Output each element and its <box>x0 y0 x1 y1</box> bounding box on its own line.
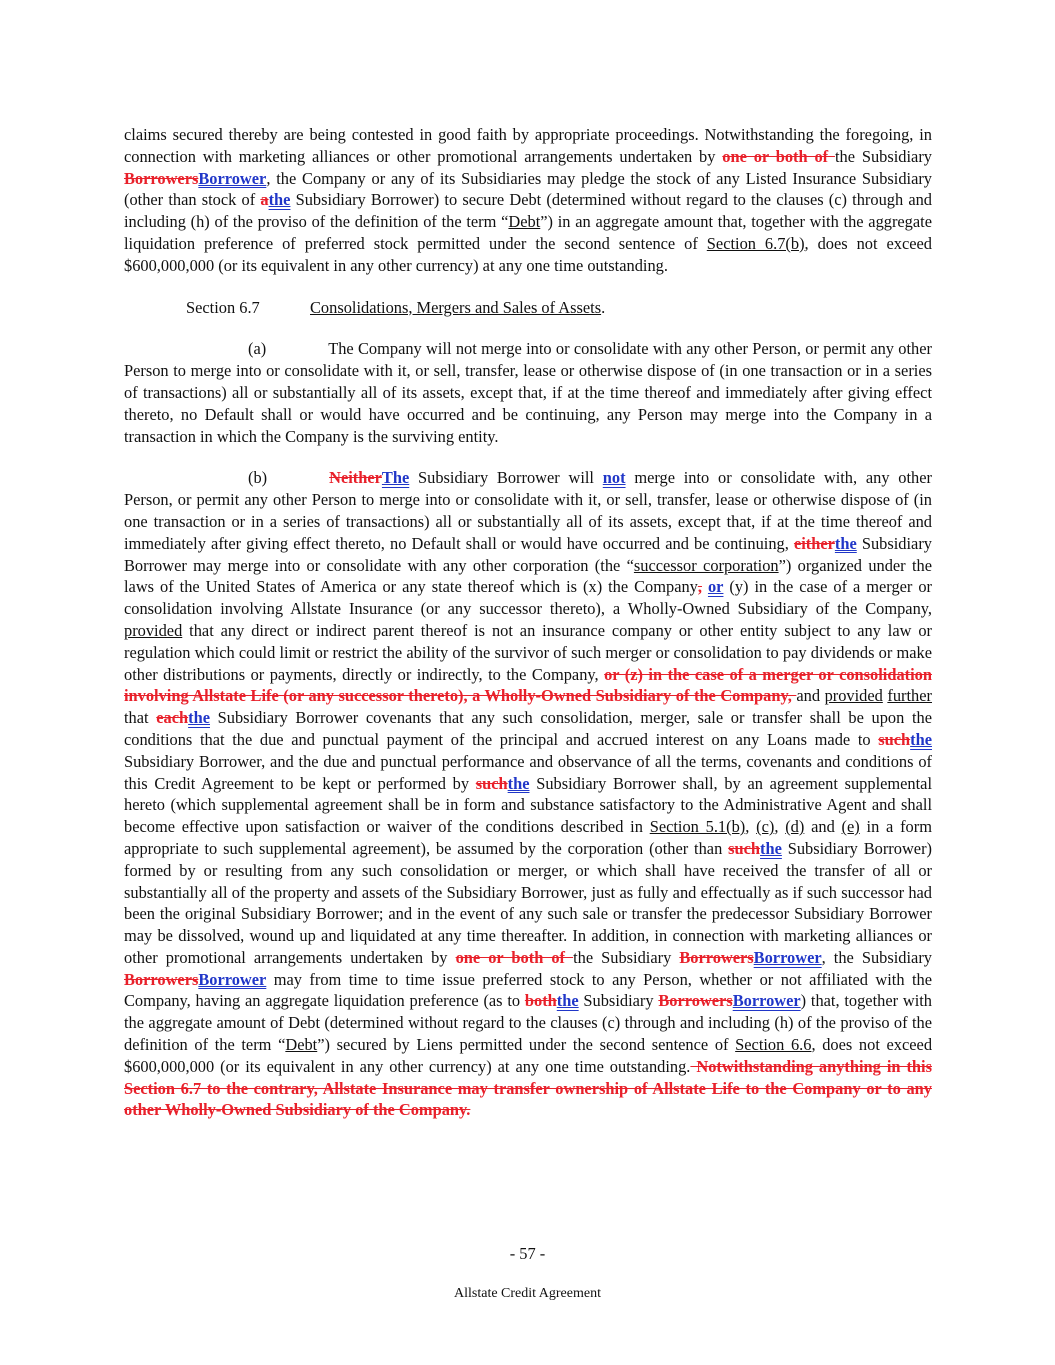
text-run: Subsidiary Borrower will <box>409 468 603 488</box>
deleted-text: Neither <box>329 468 382 488</box>
section-heading <box>124 297 932 319</box>
text-run: may from time to time issue preferred stock to any Person, whether or not affiliated with the Company, having an aggregate liquidation preference (as to <box>124 969 932 1011</box>
text-run: , does not exceed $600,000,000 (or its equivalent in any other currency) at any one time outstanding. <box>124 1035 933 1076</box>
defined-term: provided <box>824 686 883 706</box>
defined-term: further <box>887 686 932 706</box>
text-run: that <box>124 708 157 728</box>
text-run: (y) in the case of a merger or consolidation involving Allstate Insurance (or any successor thereto), a Wholly-Owned Subsidiary of the Company, <box>124 577 932 619</box>
inserted-text: the <box>910 729 932 749</box>
inserted-text: the <box>834 533 857 553</box>
deleted-text: Borrowers <box>679 947 754 967</box>
deleted-text: one or both of <box>722 146 835 166</box>
inserted-text: the <box>760 838 782 858</box>
section-reference: (e) <box>841 817 860 837</box>
text-run: Subsidiary <box>578 991 659 1011</box>
section-reference: (d) <box>785 817 805 837</box>
inserted-text: the <box>507 773 530 793</box>
paragraph-b <box>124 467 932 1121</box>
paragraph-label: (b) <box>248 468 268 488</box>
text-run: ”) secured by Liens permitted under the second sentence of <box>317 1035 736 1055</box>
section-reference: (c) <box>756 817 775 837</box>
text-run: and <box>796 686 825 706</box>
section-reference: Section 5.1(b) <box>649 817 746 837</box>
inserted-text: not <box>602 468 626 488</box>
text-run: Subsidiary Borrower) to secure Debt (determined without regard to the clauses (c) through and including (h) of the proviso of the definition of the term “ <box>124 190 933 232</box>
text-run: , <box>745 817 757 837</box>
deleted-text: Borrowers <box>124 969 199 989</box>
text-run: Subsidiary Borrower shall, by an agreement supplemental hereto (which supplemental agreement shall be in form and substance satisfactory to the Administrative Agent and shall become effective upon satisfaction or waiver of the conditions described in <box>124 773 932 837</box>
text-run: and <box>804 817 842 837</box>
paragraph-label: (a) <box>248 339 267 359</box>
section-reference: Section 6.6 <box>735 1035 812 1055</box>
deleted-text: Borrowers <box>658 991 733 1011</box>
deleted-text: each <box>156 708 189 728</box>
text-run: merge into or consolidate with, any other Person, or permit any other Person to merge into or consolidate with it, or sell, transfer, lease or otherwise dispose of (in one transaction or in a series of transactions) all or substantially all of its assets, except that, if at the time thereof and immediately after giving effect thereto, no Default shall or would have occurred and be continuing, <box>124 468 932 553</box>
text-run: The Company will not merge into or consolidate with any other Person, or permit any other Person to merge into or consolidate with it, or sell, transfer, lease or otherwise dispose of (in one transaction or in a series of transactions) all or substantially all of its assets, except that, if at the time thereof and immediately after giving effect thereto, no Default shall or would have occurred and be continuing, any Person may merge into the Company in a transaction in which the Company is the surviving entity. <box>124 339 932 446</box>
text-run: . <box>601 297 606 317</box>
inserted-text: The <box>381 468 410 488</box>
deleted-text: either <box>793 533 835 553</box>
document-footer: Allstate Credit Agreement <box>454 1286 601 1301</box>
text-run: ”) organized under the laws of the United States of America or any state thereof which is (x) the Company <box>124 555 932 597</box>
deleted-text: Notwithstanding anything in this Section 6.7 to the contrary, Allstate Insurance may transfer ownership of Allstate Life to the Company or to any other Wholly-Owned Subsidiary of the Company. <box>124 1056 932 1120</box>
defined-term: Debt <box>508 212 541 232</box>
text-run: in a form appropriate to such supplemental agreement), be assumed by the corporation (other than <box>124 817 932 858</box>
deleted-text: one or both of <box>455 947 574 967</box>
text-run: Subsidiary Borrower, and the due and punctual performance and observance of all the terms, covenants and conditions of this Credit Agreement to be kept or performed by <box>124 751 932 793</box>
section-title: Consolidations, Mergers and Sales of Assets <box>310 297 602 317</box>
deleted-text: , <box>697 577 702 597</box>
inserted-text: Borrower <box>198 168 267 188</box>
page-body <box>124 124 932 1121</box>
deleted-text: or (z) in the case of a merger or consolidation involving Allstate Life (or any successor thereto), a Wholly-Owned Subsidiary of the Company, <box>124 664 932 706</box>
inserted-text: Borrower <box>753 947 822 967</box>
deleted-text: such <box>878 729 911 749</box>
text-run: claims secured thereby are being contested in good faith by appropriate proceedings. Notwithstanding the foregoing, in connection with marketing alliances or other promotional arrangements undertaken by <box>124 125 932 166</box>
text-run: , does not exceed $600,000,000 (or its equivalent in any other currency) at any one time outstanding. <box>124 233 932 275</box>
paragraph-a <box>124 338 932 447</box>
text-run: the Subsidiary <box>573 947 680 967</box>
text-run: Subsidiary Borrower covenants that any such consolidation, merger, sale or transfer shall be upon the conditions that the due and punctual payment of the principal and accrued interest on any Loans made to <box>124 708 932 749</box>
defined-term: Debt <box>285 1035 318 1055</box>
text-run: the Subsidiary <box>834 146 932 166</box>
text-run: ”) in an aggregate amount that, together with the aggregate liquidation preference of preferred stock permitted under the second sentence of <box>124 212 932 253</box>
deleted-text: Borrowers <box>124 168 199 188</box>
inserted-text: the <box>268 190 291 210</box>
text-run: Subsidiary Borrower) formed by or resulting from any such consolidation or merger, or which shall have received the transfer of all or substantially all of the property and assets of the Subsidiary Borrower, just as fully and effectually as if such successor had been the original Subsidiary Borrower; and in the event of any such sale or transfer the predecessor Subsidiary Borrower may be dissolved, wound up and liquidated at any time thereafter. In addition, in connection with marketing alliances or other promotional arrangements undertaken by <box>124 838 932 967</box>
text-run: , the Company or any of its Subsidiaries may pledge the stock of any Listed Insurance Subsidiary (other than stock of <box>124 168 932 210</box>
page-number: - 57 - <box>509 1244 546 1263</box>
defined-term: successor corporation <box>633 555 779 575</box>
paragraph-pledge-stock <box>124 124 932 277</box>
inserted-text: Borrower <box>198 969 267 989</box>
text-run: that any direct or indirect parent thereof is not an insurance company or other entity subject to any law or regulation which could limit or restrict the ability of the survivor of such merger or consolidation to pay dividends or make other distributions or payments, directly or indirectly, to the Company, <box>124 620 932 684</box>
deleted-text: both <box>524 991 557 1011</box>
text-run: ) that, together with the aggregate amount of Debt (determined without regard to the clauses (c) through and including (h) of the proviso of the definition of the term “ <box>124 991 932 1055</box>
text-run: Subsidiary Borrower may merge into or consolidate with any other corporation (the “ <box>124 533 932 575</box>
inserted-text: Borrower <box>732 991 801 1011</box>
deleted-text: such <box>728 838 761 858</box>
text-run: , <box>774 817 786 837</box>
inserted-text: the <box>556 991 579 1011</box>
deleted-text: such <box>475 773 508 793</box>
inserted-text: the <box>188 708 210 728</box>
text-run: , the Subsidiary <box>821 947 932 967</box>
deleted-text: a <box>260 190 269 210</box>
inserted-text: or <box>707 577 724 597</box>
section-reference: Section 6.7(b) <box>706 233 805 253</box>
section-number: Section 6.7 <box>186 297 260 317</box>
defined-term: provided <box>124 620 183 640</box>
